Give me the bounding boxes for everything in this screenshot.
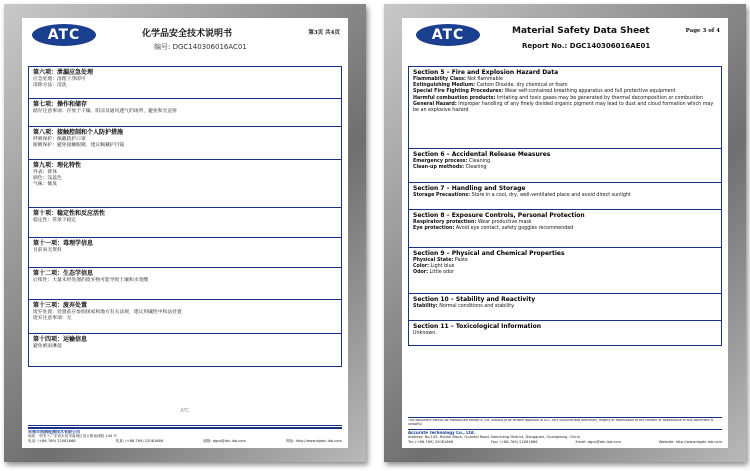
section-line: Clean-up methods: Cleaning	[413, 165, 487, 171]
section-line: General Hazard: Improper handling of any finely divided organic pigment may lead to dust and cloud formation which may be an explosive hazard	[413, 101, 714, 114]
section-line: 颜色：浅蓝色	[33, 176, 62, 182]
footer-divider	[408, 429, 722, 430]
right-document-frame	[384, 4, 746, 462]
sections-table-en	[408, 66, 722, 346]
atc-watermark: ATC	[180, 408, 190, 414]
section-line: Extinguishing Medium: Carbon Dioxide, dry chemical or foam	[413, 83, 568, 89]
section-10-en	[409, 294, 721, 321]
section-line: Harmful combustion products: Irritating and toxic gases may be generated by thermal decomposition or combustion	[413, 95, 703, 101]
footer-email: Email: dgcs@atc-lab.com	[575, 440, 621, 444]
atc-logo: ATC	[32, 24, 96, 46]
section-line: 气味：微臭	[33, 182, 57, 188]
section-7-en	[409, 183, 721, 210]
section-line: 废弃处置：处置前应参阅国家和地方有关法规，建议用碱性中和法处置	[33, 310, 182, 315]
footer-en	[408, 417, 722, 444]
footer-disclaimer: This document cannot be reproduced except in full, without prior written approval of ATC. Any unauthorized alteration, forgery or falsification of the content or appearance of this document is unlawful.	[408, 419, 714, 427]
report-number-cn: 编号: DGC140306016AC01	[154, 43, 247, 51]
section-title: 第十项：稳定性和反应活性	[33, 210, 106, 217]
section-11-en	[409, 321, 721, 345]
section-line: Storage Precautions: Store in a cool, dry, well-ventilated place and avoid direct sunlight	[413, 193, 631, 198]
section-8-cn	[29, 127, 341, 160]
section-14-cn	[29, 334, 341, 366]
section-6-cn	[29, 67, 341, 99]
section-7-cn	[29, 99, 341, 127]
section-title: 第十一项：毒理学信息	[33, 240, 94, 247]
footer-tel: 电话: (+86-769) 22081666	[28, 439, 76, 443]
footer-divider	[28, 427, 342, 429]
footer-web: 网址: http://www.dgatc-lab.com	[286, 439, 342, 443]
section-line: Emergency process: Cleaning	[413, 159, 491, 164]
section-line: Eye protection: Avoid eye contact, safety goggles recommended	[413, 226, 574, 232]
left-document-frame	[4, 4, 366, 462]
section-line: Flammability Class: Not flammable	[413, 77, 503, 82]
section-line: 外表：膏体	[33, 170, 57, 175]
section-line: 目前尚无资料	[33, 248, 62, 253]
section-11-cn	[29, 238, 341, 268]
footer-email: 邮箱: dgcs@atc-lab.com	[203, 439, 246, 443]
footer-web: Website: http://www.dgatc-lab.com	[658, 440, 722, 444]
section-title: 第九项：理化特性	[33, 162, 82, 169]
section-title: Section 6 – Accidental Release Measures	[413, 151, 551, 158]
section-line: Unknown.	[413, 331, 437, 336]
section-line: 避免被雨淋湿	[33, 344, 62, 349]
section-title: 第八项：接触控制和个人防护措施	[33, 129, 124, 136]
section-title: Section 8 – Exposure Controls, Personal Protection	[413, 212, 585, 219]
section-13-cn	[29, 300, 341, 334]
section-9-cn	[29, 160, 341, 208]
page-number-cn: 第3页 共4页	[308, 30, 340, 36]
doc-title-cn: 化学品安全技术说明书	[142, 29, 233, 39]
right-document-sheet	[402, 18, 728, 448]
footer-contacts	[28, 439, 342, 444]
section-title: 第十四项：运输信息	[33, 336, 88, 343]
section-title: 第七项：操作和储存	[33, 101, 88, 108]
footer-address: Address: No.145, Rutian Block, Guantai Road, Nancheng District, Dongguan, Guangdong, China	[408, 435, 580, 440]
footer-contacts	[408, 440, 722, 444]
footer-fax: Fax: (+86-769) 22081666	[491, 440, 538, 444]
section-line: 稳定性：常条下稳定	[33, 218, 77, 223]
section-line: Physical State: Paste	[413, 258, 468, 263]
footer-cn	[28, 425, 342, 444]
section-title: Section 10 – Stability and Reactivity	[413, 296, 536, 303]
sections-table-cn	[28, 66, 342, 367]
section-line: Odor: Little odor	[413, 270, 455, 276]
section-line: 后续性：大量未经处理的废弃物可能导致土壤和水变酸	[33, 278, 149, 283]
footer-address: 地址：中国 • 广东省东莞市南城区莞太路南城段 144 号	[28, 434, 118, 439]
left-document-sheet	[22, 18, 348, 448]
section-line: 应急处理：清理干净即可	[33, 77, 86, 82]
section-title: 第十三项：废弃处置	[33, 302, 88, 309]
footer-company: Accurate Technology Co., Ltd.	[408, 430, 476, 435]
section-line: 呼吸保护：佩戴防护口罩	[33, 137, 86, 142]
section-title: 第六项：泄漏应急处理	[33, 69, 94, 76]
section-line: Respiratory protection: Wear productive mask	[413, 220, 532, 225]
atc-logo: ATC	[416, 24, 480, 46]
section-8-en	[409, 210, 721, 248]
section-6-en	[409, 149, 721, 183]
section-line: Special Fire Fighting Procedures: Wear self-contained breathing apparatus and full protective equipment	[413, 89, 676, 95]
doc-title-en: Material Safety Data Sheet	[512, 26, 650, 36]
report-number-en: Report No.: DGC140306016AE01	[522, 42, 651, 50]
section-title: Section 11 – Toxicological Information	[413, 323, 542, 330]
footer-tel: Tel: (+86-769) 22081666	[408, 440, 454, 444]
page-number-en: Page 3 of 4	[685, 28, 720, 34]
section-10-cn	[29, 208, 341, 238]
section-line: Color: Light blue	[413, 264, 455, 270]
section-title: 第十二项：生态学信息	[33, 270, 94, 277]
section-line: 清除方法：清洗	[33, 83, 67, 89]
section-title: Section 9 – Physical and Chemical Properties	[413, 250, 565, 257]
footer-fax: 传真: (+86-769) 22081666	[115, 439, 164, 443]
section-line: 储存注意事项：存放于干燥、阴凉及通风透气的场所，避免和光直射	[33, 109, 177, 114]
footer-company: 东莞市信测检测技术有限公司	[28, 429, 80, 434]
section-12-cn	[29, 268, 341, 300]
section-5-en	[409, 67, 721, 149]
section-title: Section 7 – Handling and Storage	[413, 185, 526, 192]
section-title: Section 5 – Fire and Explosion Hazard Data	[413, 69, 559, 76]
section-line: 废弃注意事项：无	[33, 316, 72, 322]
section-9-en	[409, 248, 721, 294]
section-line: 眼睛保护：避免接触眼睛，建议佩戴护目镜	[33, 143, 125, 149]
section-line: Stability: Normal conditions and stability.	[413, 304, 515, 309]
